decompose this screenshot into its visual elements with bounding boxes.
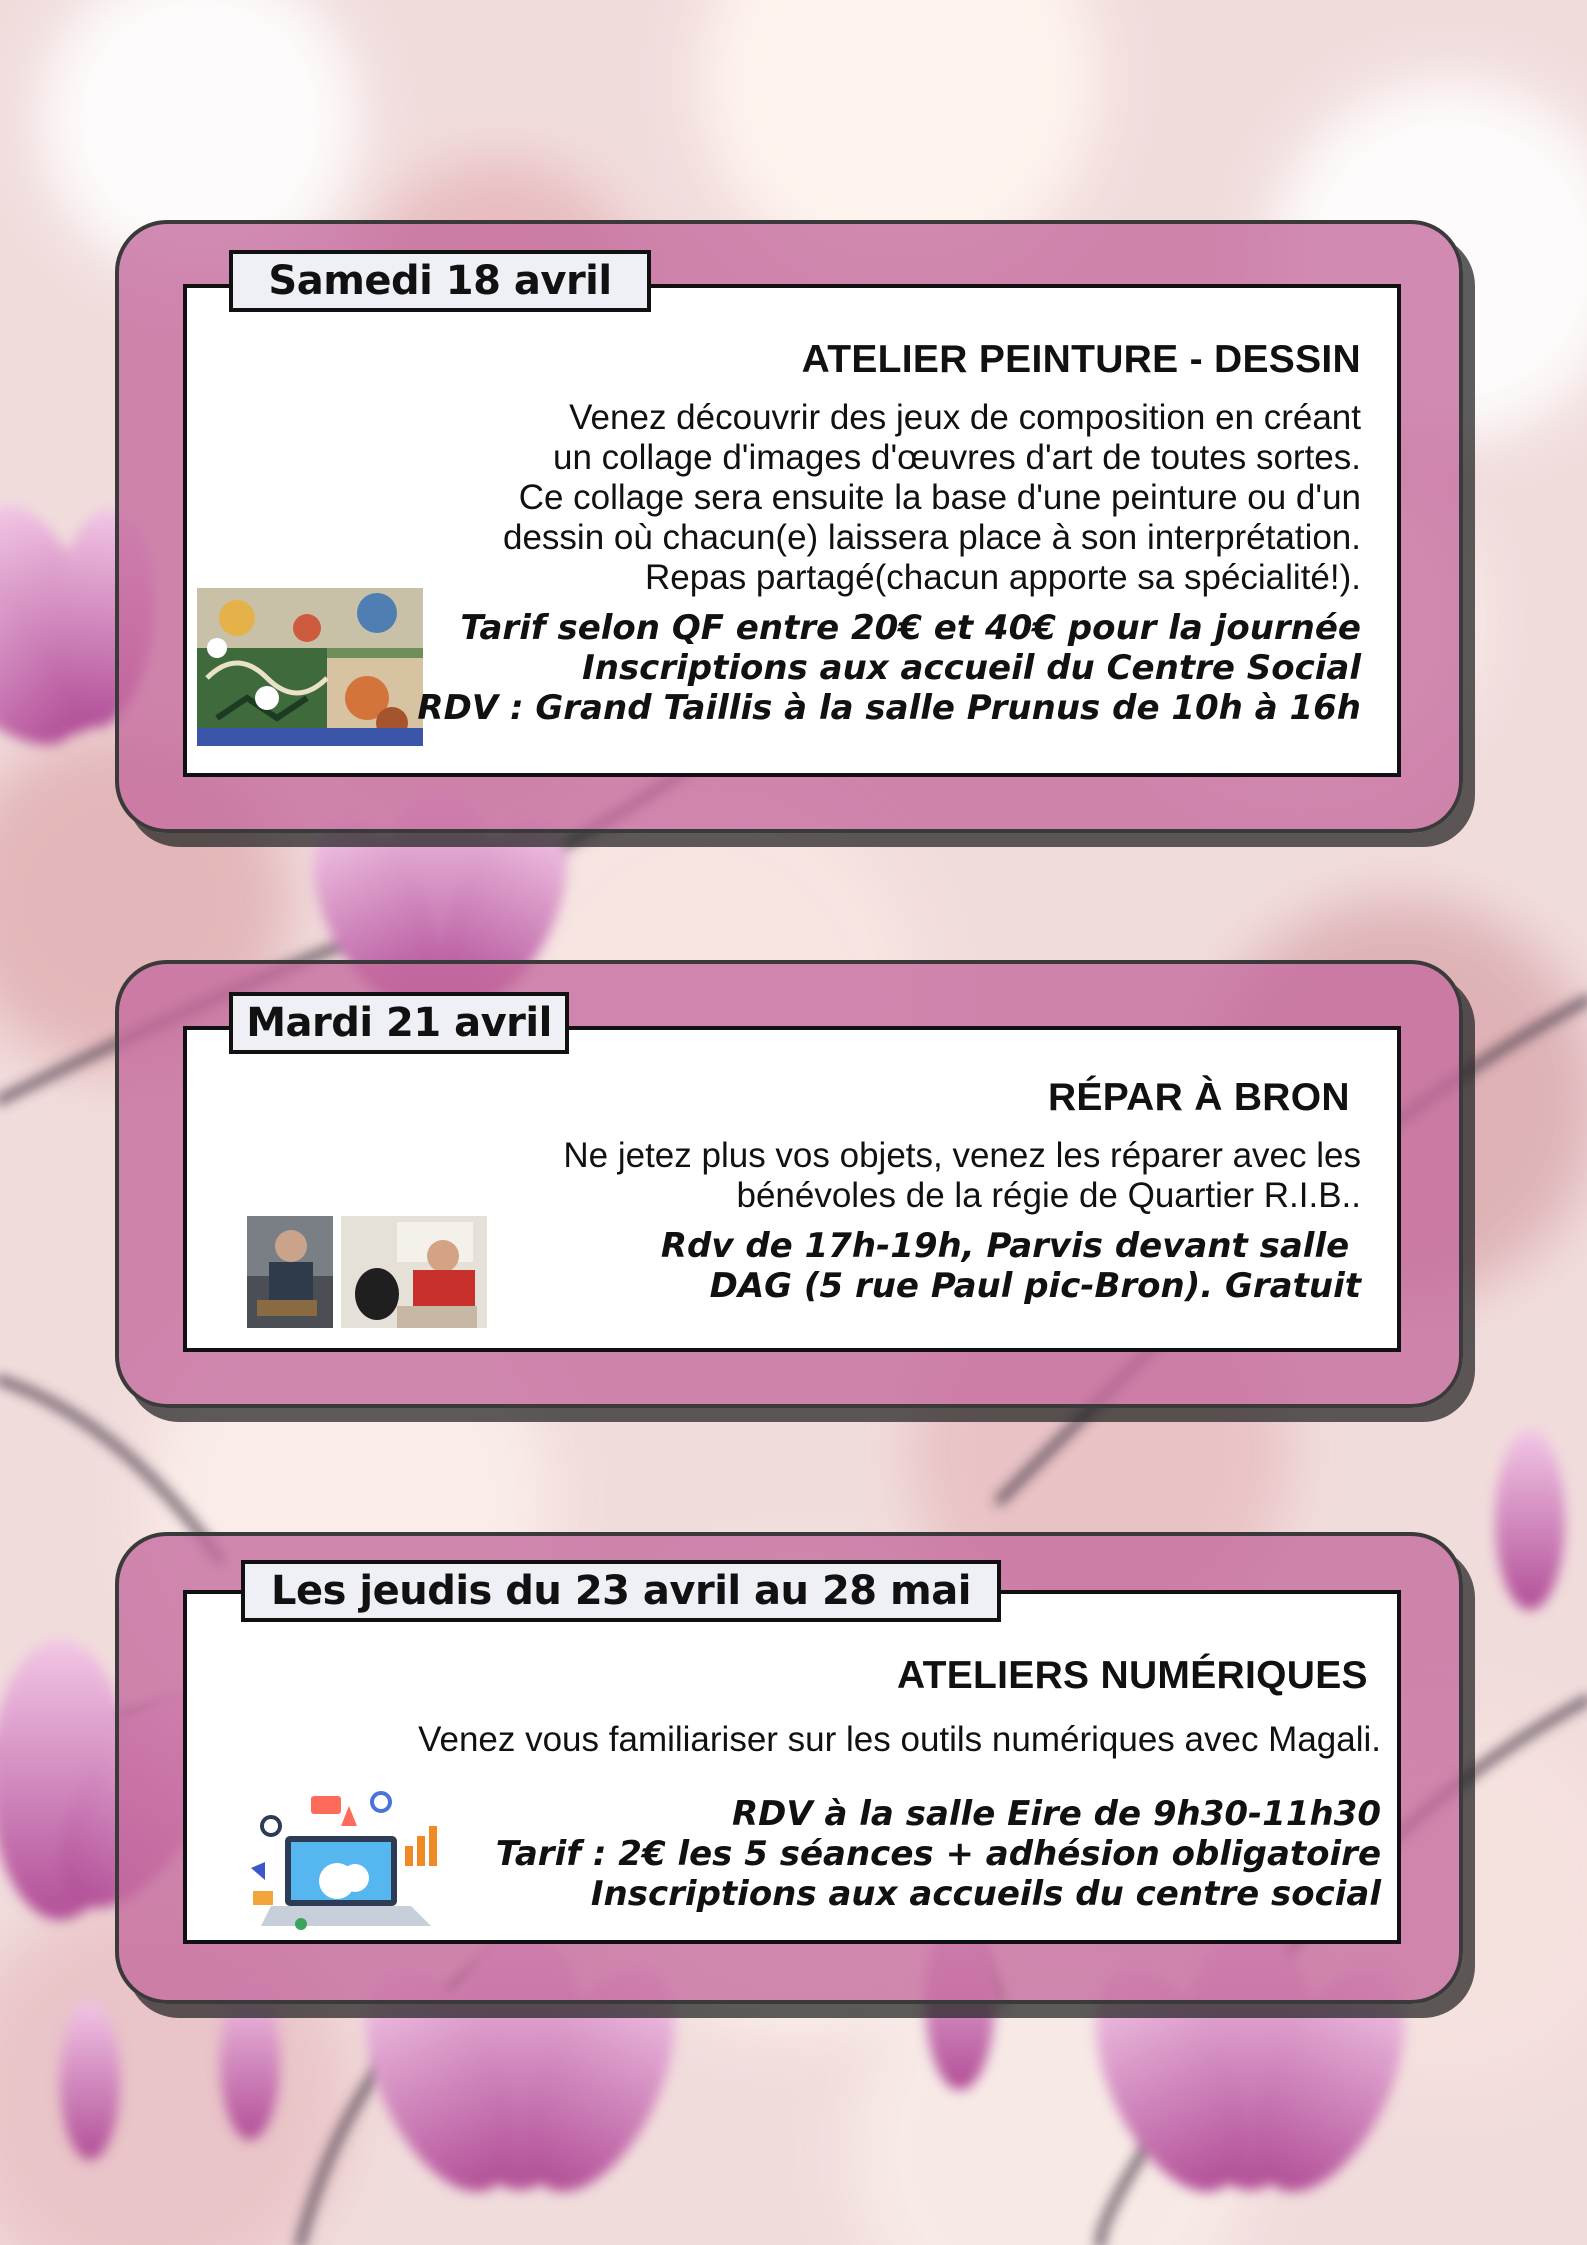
event-card-3 <box>115 1532 1463 2004</box>
event-title: ATELIERS NUMÉRIQUES <box>897 1654 1379 1697</box>
info-line: Rdv de 17h-19h, Parvis devant salle <box>660 1226 1361 1266</box>
event-description <box>563 1136 1361 1216</box>
info-line: DAG (5 rue Paul pic-Bron). Gratuit <box>709 1266 1361 1306</box>
description-line: Ce collage sera ensuite la base d'une peinture ou d'un <box>518 478 1361 517</box>
info-line: Inscriptions aux accueils du centre social <box>590 1874 1381 1914</box>
event-panel-3 <box>183 1590 1401 1944</box>
description-line: un collage d'images d'œuvres d'art de toutes sortes. <box>553 438 1361 477</box>
description-line: dessin où chacun(e) laissera place à son interprétation. <box>503 518 1361 557</box>
event-card-1 <box>115 220 1463 833</box>
event-info <box>661 1226 1361 1306</box>
description-line: bénévoles de la régie de Quartier R.I.B.. <box>736 1176 1361 1215</box>
event-description <box>418 1720 1381 1760</box>
description-line: Repas partagé(chacun apporte sa spécialité!). <box>645 558 1361 597</box>
description-line: Ne jetez plus vos objets, venez les réparer avec les <box>563 1136 1361 1175</box>
repair-photos <box>247 1216 487 1328</box>
event-info <box>496 1794 1381 1914</box>
event-description <box>503 398 1361 598</box>
info-line: Tarif selon QF entre 20€ et 40€ pour la journée <box>460 608 1361 648</box>
info-line: Tarif : 2€ les 5 séances + adhésion obligatoire <box>495 1834 1381 1874</box>
event-card-2 <box>115 960 1463 1408</box>
event-panel-2 <box>183 1026 1401 1352</box>
collage-painting-image <box>197 588 423 746</box>
event-date-tab: Samedi 18 avril <box>229 250 651 312</box>
description-line: Venez découvrir des jeux de composition en créant <box>569 398 1361 437</box>
info-line: RDV à la salle Eire de 9h30-11h30 <box>731 1794 1381 1834</box>
event-date-tab: Mardi 21 avril <box>229 992 569 1054</box>
laptop-digital-icon <box>241 1786 451 1934</box>
description-line: Venez vous familiariser sur les outils numériques avec Magali. <box>418 1720 1381 1759</box>
info-line: RDV : Grand Taillis à la salle Prunus de 10h à 16h <box>417 688 1361 728</box>
event-title: ATELIER PEINTURE - DESSIN <box>801 338 1361 381</box>
info-line: Inscriptions aux accueil du Centre Social <box>582 648 1361 688</box>
event-date-tab: Les jeudis du 23 avril au 28 mai <box>241 1560 1001 1622</box>
event-panel-1 <box>183 284 1401 777</box>
event-title: RÉPAR À BRON <box>1047 1076 1361 1119</box>
event-info <box>417 608 1361 728</box>
